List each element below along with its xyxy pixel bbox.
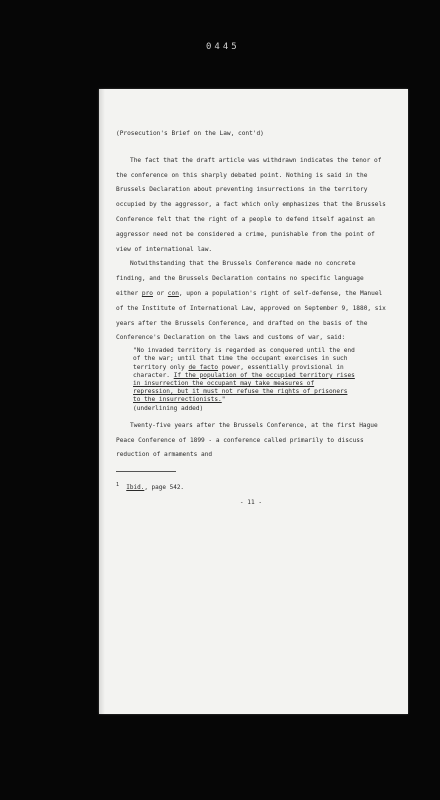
footnote-marker: 1 [116,482,120,489]
page-edge-shadow [99,89,105,714]
term-con: con [167,289,179,297]
paragraph-1: The fact that the draft article was withdrawn indicates the tenor of the conference on this sharply debated point. Nothing is said in the Brussels Declaration about preventing insurrections in the territory occupied by the aggressor, a fact which only emphasizes that the Brussels Conference felt that the right of a people to defend itself against an aggressor need not be considered a crime, punishable from the point of view of international law. [116,156,386,253]
footnote [116,478,386,496]
quote-note: (underlining added) [133,404,204,412]
footnote-ibid: Ibid. [126,484,145,492]
word-or: or [156,289,165,297]
document-heading: (Prosecution's Brief on the Law, cont'd) [116,130,264,137]
footnote-text: , page 542. [144,484,185,492]
paragraph-3: Twenty-five years after the Brussels Conference, at the first Hague Peace Conference of 1899 - a conference called primarily to discuss reduction of armaments and [116,421,378,459]
quote-text-a: "No invaded territory is regarded as conquered until the end of the war; until that time the occupant exercises in such territory only [133,347,355,371]
quote-underlined-text: If the population of the occupied territory rises in insurrection the occupant may take measures of repression, but it must not refuse the rights of prisoners to the insurrectionists. [133,371,355,404]
page-number: - 11 - [239,498,263,506]
paragraph-2-text-a: Notwithstanding that the Brussels Conference made no concrete finding, and the Brussels Declaration contains no specific language either [116,260,364,297]
paragraph-2-text-b: , upon a population's right of self-defense, the Manuel of the Institute of International Law, approved on September 9, 1880, six years after the Brussels Conference, and drafted on the basis of the Conference's Declaration on the laws and customs of war, said: [116,289,386,342]
term-pro: pro [141,289,153,297]
quote-close: " [221,396,226,404]
quote-text-b: power, essentially provisional in character. [133,363,344,379]
footnote-divider [116,471,176,472]
document-body [116,127,386,511]
frame-number: 0445 [206,42,240,52]
term-de-facto: de facto [188,363,219,371]
paragraph-2 [116,257,386,346]
block-quote [133,346,355,419]
